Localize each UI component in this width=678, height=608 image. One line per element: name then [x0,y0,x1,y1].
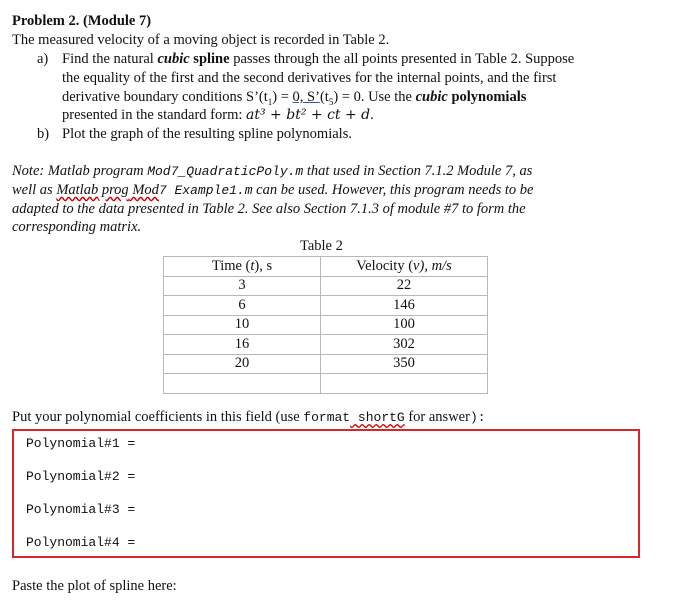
note-line3: adapted to the data presented in Table 2. See also Section 7.1.3 of module #7 to form the [12,201,526,217]
cell-time [164,374,321,394]
cell-time: 10 [164,315,321,335]
a-line3-end: ) = 0. Use the [333,89,416,105]
polynomial-3-line[interactable]: Polynomial#3 = [26,502,136,517]
problem-heading: Problem 2. (Module 7) [12,13,152,29]
table-row [164,296,488,316]
polynomial-2-line[interactable]: Polynomial#2 = [26,469,136,484]
a-line1-cubic: cubic [157,51,190,67]
a-line3-mid: ) = [272,89,293,105]
note-l1-code: Mod7_QuadraticPoly.m [147,164,304,179]
cell-time: 6 [164,296,321,316]
cell-velocity: 22 [321,276,488,296]
a-line3-s: S’ [303,89,320,105]
table-row [164,374,488,394]
cell-time: 20 [164,354,321,374]
item-a-marker: a) [37,51,49,67]
item-a-line1 [62,51,574,68]
note-l2-post: can be used. However, this program needs to be [252,182,534,198]
cell-velocity [321,374,488,394]
note-l2-code: 7 Example1.m [158,183,253,198]
prompt-post: for answer [404,409,470,425]
cell-velocity: 100 [321,315,488,335]
note-l2-matlab: Matlab [56,182,99,198]
answer-prompt [12,409,486,426]
a-line3-sub1: 1 [267,96,273,107]
a-line3-pre: derivative boundary conditions S’(t [62,89,268,105]
table-row [164,315,488,335]
paste-plot-label: Paste the plot of spline here: [12,578,177,594]
a-line4-end: . [370,107,374,123]
item-a-line3 [62,89,526,107]
a-line3-zero: 0, [292,89,304,105]
prompt-pre: Put your polynomial coefficients in this field (use [12,409,304,425]
note-l2-prog: prog [98,182,129,198]
a-line3-rest: (t [319,89,329,105]
header-velocity: Velocity (v), m/s [321,257,488,277]
note-line4: corresponding matrix. [12,219,142,235]
prompt-code-format: format [303,410,351,425]
item-b-text: Plot the graph of the resulting spline polynomials. [62,126,352,142]
a-line1-spline: spline [189,51,230,67]
a-line1-post: passes through the all points presented in Table 2. Suppose [229,51,575,67]
header-time: Time (t), s [164,257,321,277]
note-line2 [12,182,534,199]
table-row [164,354,488,374]
note-l2-mod: Mod [128,182,159,198]
problem-intro: The measured velocity of a moving object is recorded in Table 2. [12,32,390,48]
item-b-marker: b) [37,126,50,142]
cell-velocity: 350 [321,354,488,374]
a-line3-poly: polynomials [447,89,527,105]
a-line3-cubic: cubic [415,89,448,105]
item-a-line4 [62,107,374,124]
table-caption: Table 2 [300,238,343,254]
polynomial-1-line[interactable]: Polynomial#1 = [26,436,136,451]
answer-field[interactable] [12,429,640,558]
note-l1-pre: Note: Matlab program [12,163,148,179]
table-header-row [164,257,488,277]
a-line3-sub5: 5 [328,96,334,107]
cell-time: 3 [164,276,321,296]
polynomial-4-line[interactable]: Polynomial#4 = [26,535,136,550]
item-a-line2: the equality of the first and the second derivatives for the internal points, and the first [62,70,557,86]
prompt-code-shortg: shortG [350,410,405,425]
a-line4-formula: at³ + bt² + ct + d [246,107,371,123]
a-line4-pre: presented in the standard form: [62,107,247,123]
cell-velocity: 146 [321,296,488,316]
note-l1-post: that used in Section 7.1.2 Module 7, as [303,163,533,179]
prompt-tail: ): [469,410,486,425]
table-row [164,276,488,296]
data-table [163,256,488,394]
note-l2-pre: well as [12,182,57,198]
cell-velocity: 302 [321,335,488,355]
table-row [164,335,488,355]
a-line1-pre: Find the natural [62,51,158,67]
note-line1 [12,163,532,180]
cell-time: 16 [164,335,321,355]
